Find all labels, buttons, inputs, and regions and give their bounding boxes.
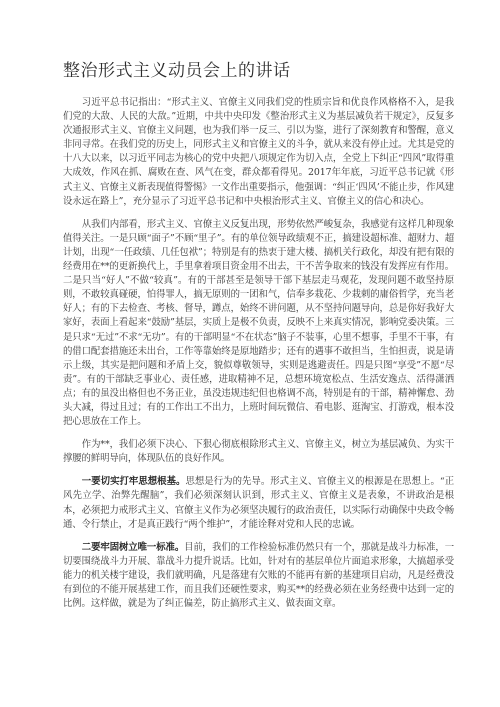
paragraph-text: 习近平总书记指出：“形式主义、官僚主义同我们党的性质宗旨和优良作风格格不入，是我们党的大敌、人民的大敌。”近期，中共中央印发《整治形式主义为基层减负若干规定》，反复多次通报形式主义、官僚主义问题，也为我们举一反三、引以为鉴，进行了深刻教育和警醒，意义非同寻常。在我们党的历史上，同形式主义和官僚主义的斗争，就从来没有停止过。尤其是党的十八大以来，以习近平同志为核心的党中央把八项规定作为切入点，全党上下纠正“四风”取得重大成效，作风在抓、腐败在查、风气在变，群众都看得见。2017年年底，习近平总书记就《形式主义、官僚主义新表现值得警惕》一文作出重要指示，他强调：“纠正‘四风’不能止步，作风建设永远在路上”，充分显示了习近平总书记和中央根治形式主义、官僚主义的信心和决心。 <box>63 97 454 207</box>
paragraph-text: 作为**，我们必须下决心、下狠心彻底根除形式主义、官僚主义，树立为基层减负、为实干撑腰的鲜明导向，体现队伍的良好作风。 <box>63 439 454 465</box>
paragraph-text: 目前，我们的工作检验标准仍然只有一个，那就是战斗力标准，一切要围绕战斗力开展、靠战斗力提升说话。比如，针对有的基层单位片面追求形象，大搞超承受能力的机关楼宇建设，我们就明确，凡是落建有欠账的不能再有新的基建项目启动，凡是经费没有到位的不能开展基建工作，而且我们还硬性要求，购买**的经费必须在业务经费中达到一定的比例。这样做，就是为了纠正偏差，防止搞形式主义、做表面文章。 <box>63 541 455 610</box>
paragraph-point-one <box>63 475 454 531</box>
paragraph-lead-heading: 一要切实打牢思想根基。 <box>81 476 186 488</box>
paragraph-resolution <box>63 438 454 466</box>
paragraph-problems <box>63 218 454 429</box>
page-title: 整治形式主义动员会上的讲话 <box>63 61 291 81</box>
paragraph-text: 从我们内部看，形式主义、官僚主义反复出现，形势依然严峻复杂，我感觉有这样几种现象值得关注。一是只顾“面子”不顾“里子”。有的单位领导政绩观不正，搞建设超标准、超财力、超计划，出现“一任政绩、几任包袱”；特别是有的热衷于建大楼、搞机关行政化，却没有把有限的经费用在**的更新换代上，手里拿着项目资金用不出去，干不苦争取来的钱没有发挥应有作用。二是只当“好人”不做“较真”。有的干部甚至是领导干部下基层走马观花，发现问题不敢坚持原则，不敢较真碰硬，怕得罪人，搞无原则的一团和气，信奉多栽花、少栽刺的庸俗哲学，充当老好人；有的下去检查、考核、督导，蹲点，始终不讲问题，从不坚持问题导向，总是你好我好大家好，表面上看起来“鼓励”基层，实质上是极不负责，反映不上来真实情况，影响党委决策。三是只求“无过”不求“无功”。有的干部明显“不在状态”脑子不装事，心里不想事，手里不干事，有的借口配套措施还未出台，工作等靠始终是原地踏步；还有的遇事不敢担当，生怕担责，说是请示上级，其实是把问题和矛盾上交，貌似尊敬领导，实则是逃避责任。四是只图“享受”不愿“尽责”。有的干部缺乏事业心、责任感，进取精神不足，总想环境宽松点、生活安逸点、活得潇洒点；有的虽没出格但也不务正业，虽没违规违纪但也格调不高，特别是有的干部，精神懈怠、劲头大减，得过且过；有的工作出工不出力，上班时间玩微信、看电影、逛淘宝、打游戏，根本没把心思放在工作上。 <box>63 218 454 428</box>
paragraph-point-two <box>63 541 454 611</box>
paragraph-lead-heading: 二要牢固树立唯一标准。 <box>81 541 185 553</box>
paragraph-text: 思想是行为的先导。形式主义、官僚主义的根源是在思想上。“正风先立学、治弊先醒脑”，我们必须深刻认识到，形式主义、官僚主义是表象，不讲政治是根本，必须把力戒形式主义、官僚主义作为必须坚决履行的政治责任，以实际行动确保中央政令畅通、令行禁止，才是真正践行“两个维护”，才能诠释对党和人民的忠诚。 <box>63 476 454 530</box>
paragraph-intro <box>63 96 454 209</box>
